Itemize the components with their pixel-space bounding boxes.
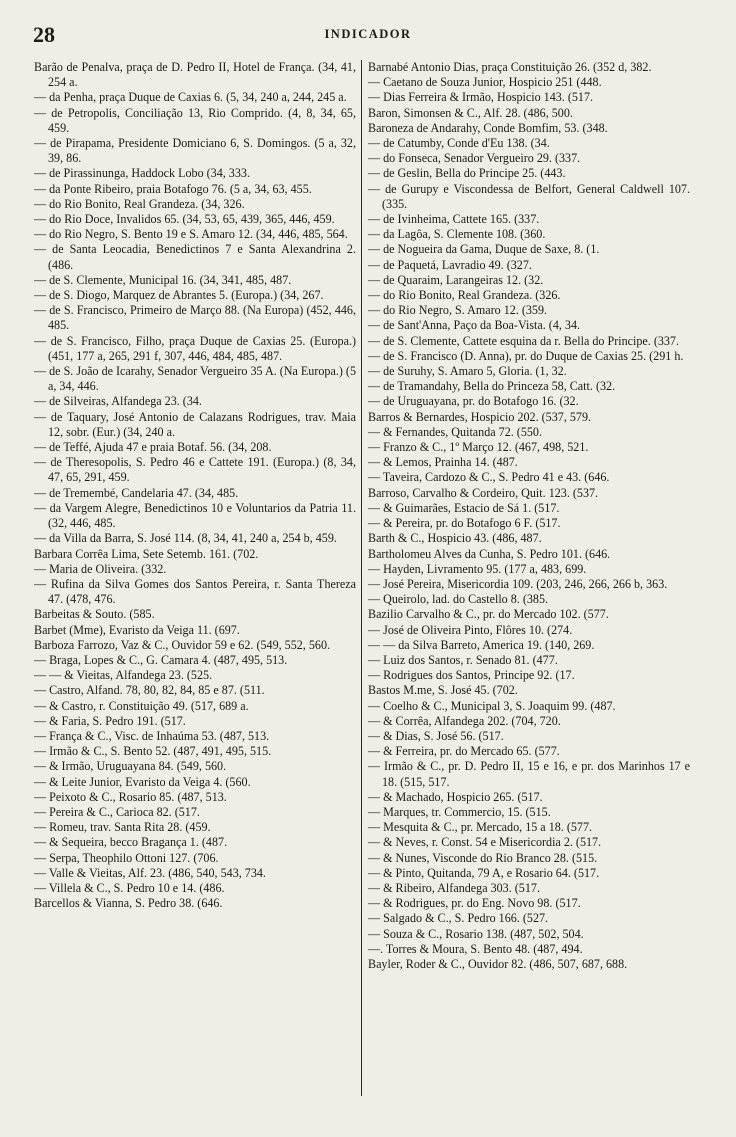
running-title: INDICADOR bbox=[324, 27, 412, 41]
directory-entry: — & Ribeiro, Alfandega 303. (517. bbox=[368, 880, 540, 895]
directory-entry: — de S. Clemente, Cattete esquina da r. Bella do Principe. (337. bbox=[368, 333, 680, 348]
directory-entry: — do Rio Bonito, Real Grandeza. (34, 326. bbox=[34, 196, 245, 211]
directory-entry: — de S. Clemente, Municipal 16. (34, 341, 485, 487. bbox=[34, 272, 292, 287]
directory-entry: — de S. Francisco, Filho, praça Duque de Caxias 25. (Europa.) (451, 177 a, 265, 291 f, 307, 446, 484, 485, 487. bbox=[34, 333, 356, 363]
directory-entry: Barbet (Mme), Evaristo da Veiga 11. (697. bbox=[34, 622, 240, 637]
directory-entry: — Taveira, Cardozo & C., S. Pedro 41 e 43. (646. bbox=[368, 470, 610, 485]
directory-entry: — de Catumby, Conde d'Eu 138. (34. bbox=[368, 136, 550, 151]
directory-entry: — — da Silva Barreto, America 19. (140, 269. bbox=[368, 637, 595, 652]
directory-entry: — José Pereira, Misericordia 109. (203, 246, 266, 266 b, 363. bbox=[368, 576, 668, 591]
directory-entry: — de Santa Leocadia, Benedictinos 7 e Santa Alexandrina 2. (486. bbox=[34, 242, 356, 272]
directory-entry: — de S. Diogo, Marquez de Abrantes 5. (Europa.) (34, 267. bbox=[34, 288, 324, 303]
page-header bbox=[0, 22, 736, 46]
directory-entry: — do Rio Bonito, Real Grandeza. (326. bbox=[368, 288, 561, 303]
directory-entry: — de Suruhy, S. Amaro 5, Gloria. (1, 32. bbox=[368, 364, 567, 379]
directory-entry: Barroso, Carvalho & Cordeiro, Quit. 123. (537. bbox=[368, 485, 599, 500]
directory-entry: — de Gurupy e Viscondessa de Belfort, General Caldwell 107. (335. bbox=[368, 181, 690, 211]
directory-entry: — & Pereira, pr. do Botafogo 6 F. (517. bbox=[368, 516, 561, 531]
directory-entry: — de S. Francisco (D. Anna), pr. do Duque de Caxias 25. (291 h. bbox=[368, 348, 684, 363]
directory-entry: — de Quaraim, Larangeiras 12. (32. bbox=[368, 272, 544, 287]
directory-entry: Barão de Penalva, praça de D. Pedro II, Hotel de França. (34, 41, 254 a. bbox=[34, 60, 356, 90]
directory-entry: — & Nunes, Visconde do Rio Branco 28. (515. bbox=[368, 850, 598, 865]
directory-entry: — Castro, Alfand. 78, 80, 82, 84, 85 e 87. (511. bbox=[34, 683, 265, 698]
directory-entry: Barboza Farrozo, Vaz & C., Ouvidor 59 e 62. (549, 552, 560. bbox=[34, 637, 331, 652]
directory-entry: Barbara Corrêa Lima, Sete Setemb. 161. (702. bbox=[34, 546, 259, 561]
directory-entry: — do Rio Negro, S. Bento 19 e S. Amaro 12. (34, 446, 485, 564. bbox=[34, 227, 348, 242]
directory-entry: — & Rodrigues, pr. do Eng. Novo 98. (517. bbox=[368, 896, 581, 911]
directory-entry: — Souza & C., Rosario 138. (487, 502, 504. bbox=[368, 926, 584, 941]
directory-entry: Barth & C., Hospicio 43. (486, 487. bbox=[368, 531, 542, 546]
right-column bbox=[368, 60, 690, 972]
directory-entry: — & Lemos, Prainha 14. (487. bbox=[368, 455, 518, 470]
directory-entry: — de Pirapama, Presidente Domiciano 6, S. Domingos. (5 a, 32, 39, 86. bbox=[34, 136, 356, 166]
directory-entry: — da Ponte Ribeiro, praia Botafogo 76. (5 a, 34, 63, 455. bbox=[34, 181, 312, 196]
directory-entry: — & Dias, S. José 56. (517. bbox=[368, 728, 504, 743]
directory-entry: — de Petropolis, Conciliação 13, Rio Comprido. (4, 8, 34, 65, 459. bbox=[34, 105, 356, 135]
directory-entry: — Dias Ferreira & Irmão, Hospicio 143. (517. bbox=[368, 90, 594, 105]
directory-entry: — de Sant'Anna, Paço da Boa-Vista. (4, 34. bbox=[368, 318, 581, 333]
directory-entry: — de Taquary, José Antonio de Calazans Rodrigues, trav. Maia 12, sobr. (Eur.) (34, 240 a. bbox=[34, 409, 356, 439]
directory-entry: — de Uruguayana, pr. do Botafogo 16. (32. bbox=[368, 394, 579, 409]
directory-entry: — de S. João de Icarahy, Senador Vergueiro 35 A. (Na Europa.) (5 a, 34, 446. bbox=[34, 364, 356, 394]
directory-columns bbox=[34, 60, 690, 1100]
directory-entry: Barnabé Antonio Dias, praça Constituição 26. (352 d, 382. bbox=[368, 60, 652, 74]
directory-entry: — Irmão & C., pr. D. Pedro II, 15 e 16, e pr. dos Marinhos 17 e 18. (515, 517. bbox=[368, 759, 690, 789]
directory-entry: — Queirolo, lad. do Castello 8. (385. bbox=[368, 592, 549, 607]
directory-entry: — Franzo & C., 1º Março 12. (467, 498, 521. bbox=[368, 440, 589, 455]
directory-entry: — de Teffé, Ajuda 47 e praia Botaf. 56. (34, 208. bbox=[34, 440, 272, 455]
directory-entry: — & Leite Junior, Evaristo da Veiga 4. (560. bbox=[34, 774, 251, 789]
directory-entry: — Serpa, Theophilo Ottoni 127. (706. bbox=[34, 850, 219, 865]
directory-entry: Baroneza de Andarahy, Conde Bomfim, 53. (348. bbox=[368, 120, 608, 135]
directory-entry: — da Lagôa, S. Clemente 108. (360. bbox=[368, 227, 546, 242]
directory-entry: — Valle & Vieitas, Alf. 23. (486, 540, 543, 734. bbox=[34, 865, 266, 880]
directory-entry: — da Vargem Alegre, Benedictinos 10 e Voluntarios da Patria 11. (32, 446, 485. bbox=[34, 500, 356, 531]
directory-entry: — Mesquita & C., pr. Mercado, 15 a 18. (577. bbox=[368, 820, 593, 835]
directory-entry: — & Neves, r. Const. 54 e Misericordia 2. (517. bbox=[368, 835, 602, 850]
directory-entry: — Marques, tr. Commercio, 15. (515. bbox=[368, 804, 551, 819]
directory-entry: Bayler, Roder & C., Ouvidor 82. (486, 507, 687, 688. bbox=[368, 956, 628, 971]
directory-entry: — de Pirassinunga, Haddock Lobo (34, 333. bbox=[34, 166, 250, 181]
directory-entry: — do Rio Doce, Invalidos 65. (34, 53, 65, 439, 365, 446, 459. bbox=[34, 212, 335, 227]
directory-entry: — & Castro, r. Constituição 49. (517, 689 a. bbox=[34, 698, 249, 713]
directory-entry: — da Villa da Barra, S. José 114. (8, 34, 41, 240 a, 254 b, 459. bbox=[34, 531, 337, 546]
directory-entry: Baron, Simonsen & C., Alf. 28. (486, 500. bbox=[368, 105, 573, 120]
directory-entry: — de Nogueira da Gama, Duque de Saxe, 8. (1. bbox=[368, 242, 600, 257]
directory-entry: Bartholomeu Alves da Cunha, S. Pedro 101. (646. bbox=[368, 546, 611, 561]
directory-entry: — de Tramandahy, Bella do Princeza 58, Catt. (32. bbox=[368, 379, 616, 394]
directory-entry: — & Faria, S. Pedro 191. (517. bbox=[34, 713, 186, 728]
directory-entry: Barros & Bernardes, Hospicio 202. (537, 579. bbox=[368, 409, 592, 424]
page-number: 28 bbox=[33, 22, 55, 47]
directory-entry: Barcellos & Vianna, S. Pedro 38. (646. bbox=[34, 896, 223, 911]
directory-entry: Bazilio Carvalho & C., pr. do Mercado 102. (577. bbox=[368, 607, 609, 622]
directory-entry: —. Torres & Moura, S. Bento 48. (487, 494. bbox=[368, 941, 583, 956]
directory-entry: — & Pinto, Quitanda, 79 A, e Rosario 64. (517. bbox=[368, 865, 600, 880]
directory-entry: — Salgado & C., S. Pedro 166. (527. bbox=[368, 911, 549, 926]
directory-entry: — Braga, Lopes & C., G. Camara 4. (487, 495, 513. bbox=[34, 652, 288, 667]
directory-entry: — de Tremembé, Candelaria 47. (34, 485. bbox=[34, 485, 239, 500]
directory-entry: — & Ferreira, pr. do Mercado 65. (577. bbox=[368, 744, 560, 759]
directory-entry: — & Fernandes, Quitanda 72. (550. bbox=[368, 424, 542, 439]
directory-entry: — Luiz dos Santos, r. Senado 81. (477. bbox=[368, 652, 558, 667]
directory-entry: — Caetano de Souza Junior, Hospicio 251 (448. bbox=[368, 75, 602, 90]
directory-entry: — do Rio Negro, S. Amaro 12. (359. bbox=[368, 303, 548, 318]
directory-entry: — & Machado, Hospicio 265. (517. bbox=[368, 789, 543, 804]
column-divider bbox=[361, 60, 362, 1096]
directory-entry: — França & C., Visc. de Inhaúma 53. (487, 513. bbox=[34, 728, 270, 743]
directory-entry: — de Ivinheima, Cattete 165. (337. bbox=[368, 212, 540, 227]
directory-entry: — Rodrigues dos Santos, Principe 92. (17. bbox=[368, 668, 575, 683]
directory-entry: — & Corrêa, Alfandega 202. (704, 720. bbox=[368, 713, 561, 728]
directory-entry: — Coelho & C., Municipal 3, S. Joaquim 99. (487. bbox=[368, 698, 616, 713]
directory-entry: Bastos M.me, S. José 45. (702. bbox=[368, 683, 518, 698]
directory-entry: — Romeu, trav. Santa Rita 28. (459. bbox=[34, 820, 211, 835]
directory-entry: — Hayden, Livramento 95. (177 a, 483, 699. bbox=[368, 561, 587, 576]
directory-entry: — Villela & C., S. Pedro 10 e 14. (486. bbox=[34, 880, 225, 895]
directory-entry: — de S. Francisco, Primeiro de Março 88. (Na Europa) (452, 446, 485. bbox=[34, 303, 356, 333]
directory-entry: — Peixoto & C., Rosario 85. (487, 513. bbox=[34, 789, 227, 804]
directory-entry: — de Theresopolis, S. Pedro 46 e Cattete 191. (Europa.) (8, 34, 47, 65, 291, 459. bbox=[34, 455, 356, 485]
directory-entry: — de Silveiras, Alfandega 23. (34. bbox=[34, 394, 202, 409]
directory-entry: — de Paquetá, Lavradio 49. (327. bbox=[368, 257, 532, 272]
directory-entry: — Irmão & C., S. Bento 52. (487, 491, 495, 515. bbox=[34, 744, 272, 759]
directory-entry: — da Penha, praça Duque de Caxias 6. (5, 34, 240 a, 244, 245 a. bbox=[34, 90, 347, 105]
directory-entry: Barbeitas & Souto. (585. bbox=[34, 607, 155, 622]
directory-entry: — Maria de Oliveira. (332. bbox=[34, 561, 167, 576]
directory-entry: — Rufina da Silva Gomes dos Santos Pereira, r. Santa Thereza 47. (478, 476. bbox=[34, 576, 356, 607]
directory-entry: — José de Oliveira Pinto, Flôres 10. (274. bbox=[368, 622, 573, 637]
directory-entry: — do Fonseca, Senador Vergueiro 29. (337. bbox=[368, 151, 581, 166]
directory-entry: — Pereira & C., Carioca 82. (517. bbox=[34, 804, 200, 819]
directory-entry: — de Geslin, Bella do Principe 25. (443. bbox=[368, 166, 566, 181]
directory-entry: — & Sequeira, becco Bragança 1. (487. bbox=[34, 835, 228, 850]
directory-entry: — — & Vieitas, Alfandega 23. (525. bbox=[34, 668, 213, 683]
directory-entry: — & Irmão, Uruguayana 84. (549, 560. bbox=[34, 759, 227, 774]
directory-entry: — & Guimarães, Estacio de Sá 1. (517. bbox=[368, 500, 560, 515]
left-column bbox=[34, 60, 356, 911]
